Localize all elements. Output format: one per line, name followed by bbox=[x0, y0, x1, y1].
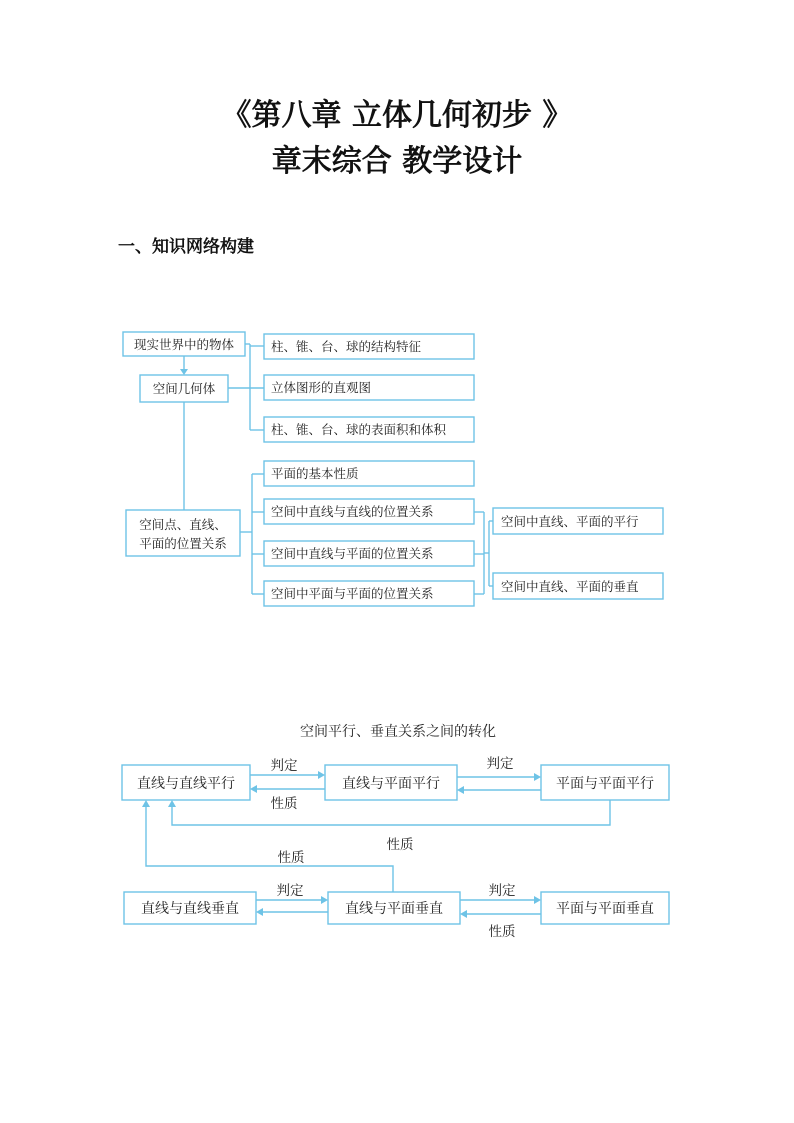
node-spatial-solids-label: 空间几何体 bbox=[152, 381, 216, 396]
node-parallel-label: 空间中直线、平面的平行 bbox=[501, 514, 639, 529]
node-line-line-label: 空间中直线与直线的位置关系 bbox=[271, 504, 434, 519]
node-line-plane-parallel-label: 直线与平面平行 bbox=[342, 776, 440, 792]
node-plane-properties-label: 平面的基本性质 bbox=[271, 466, 359, 481]
label-judge-1: 判定 bbox=[270, 758, 298, 774]
node-solid-features-label: 柱、锥、台、球的结构特征 bbox=[271, 339, 422, 354]
node-intuitive-graph-label: 立体图形的直观图 bbox=[271, 380, 372, 395]
node-position-relations-line1: 空间点、直线、 bbox=[139, 517, 227, 532]
node-line-plane-label: 空间中直线与平面的位置关系 bbox=[271, 546, 434, 561]
label-judge-3: 判定 bbox=[276, 883, 304, 899]
label-judge-2: 判定 bbox=[486, 756, 514, 772]
conversion-title: 空间平行、垂直关系之间的转化 bbox=[300, 724, 496, 740]
node-line-line-perpendicular-label: 直线与直线垂直 bbox=[141, 901, 239, 917]
node-position-relations-line2: 平面的位置关系 bbox=[139, 536, 227, 551]
node-plane-plane-parallel-label: 平面与平面平行 bbox=[556, 776, 654, 792]
node-line-plane-perpendicular-label: 直线与平面垂直 bbox=[345, 901, 443, 917]
document-title-line2: 章末综合 教学设计 bbox=[271, 144, 523, 179]
node-line-line-parallel-label: 直线与直线平行 bbox=[137, 776, 235, 792]
section-heading: 一、知识网络构建 bbox=[118, 237, 254, 257]
node-plane-plane-perpendicular-label: 平面与平面垂直 bbox=[556, 901, 654, 917]
node-perpendicular-label: 空间中直线、平面的垂直 bbox=[501, 579, 639, 594]
label-judge-4: 判定 bbox=[488, 883, 516, 899]
label-property-2: 性质 bbox=[386, 837, 414, 853]
node-surface-volume-label: 柱、锥、台、球的表面积和体积 bbox=[271, 422, 447, 437]
document-title-line1: 《第八章 立体几何初步 》 bbox=[221, 98, 573, 133]
label-property-3: 性质 bbox=[277, 850, 305, 866]
node-plane-plane-label: 空间中平面与平面的位置关系 bbox=[271, 586, 434, 601]
node-real-objects-label: 现实世界中的物体 bbox=[133, 337, 235, 352]
label-property-1: 性质 bbox=[270, 796, 298, 812]
label-property-4: 性质 bbox=[488, 924, 516, 940]
